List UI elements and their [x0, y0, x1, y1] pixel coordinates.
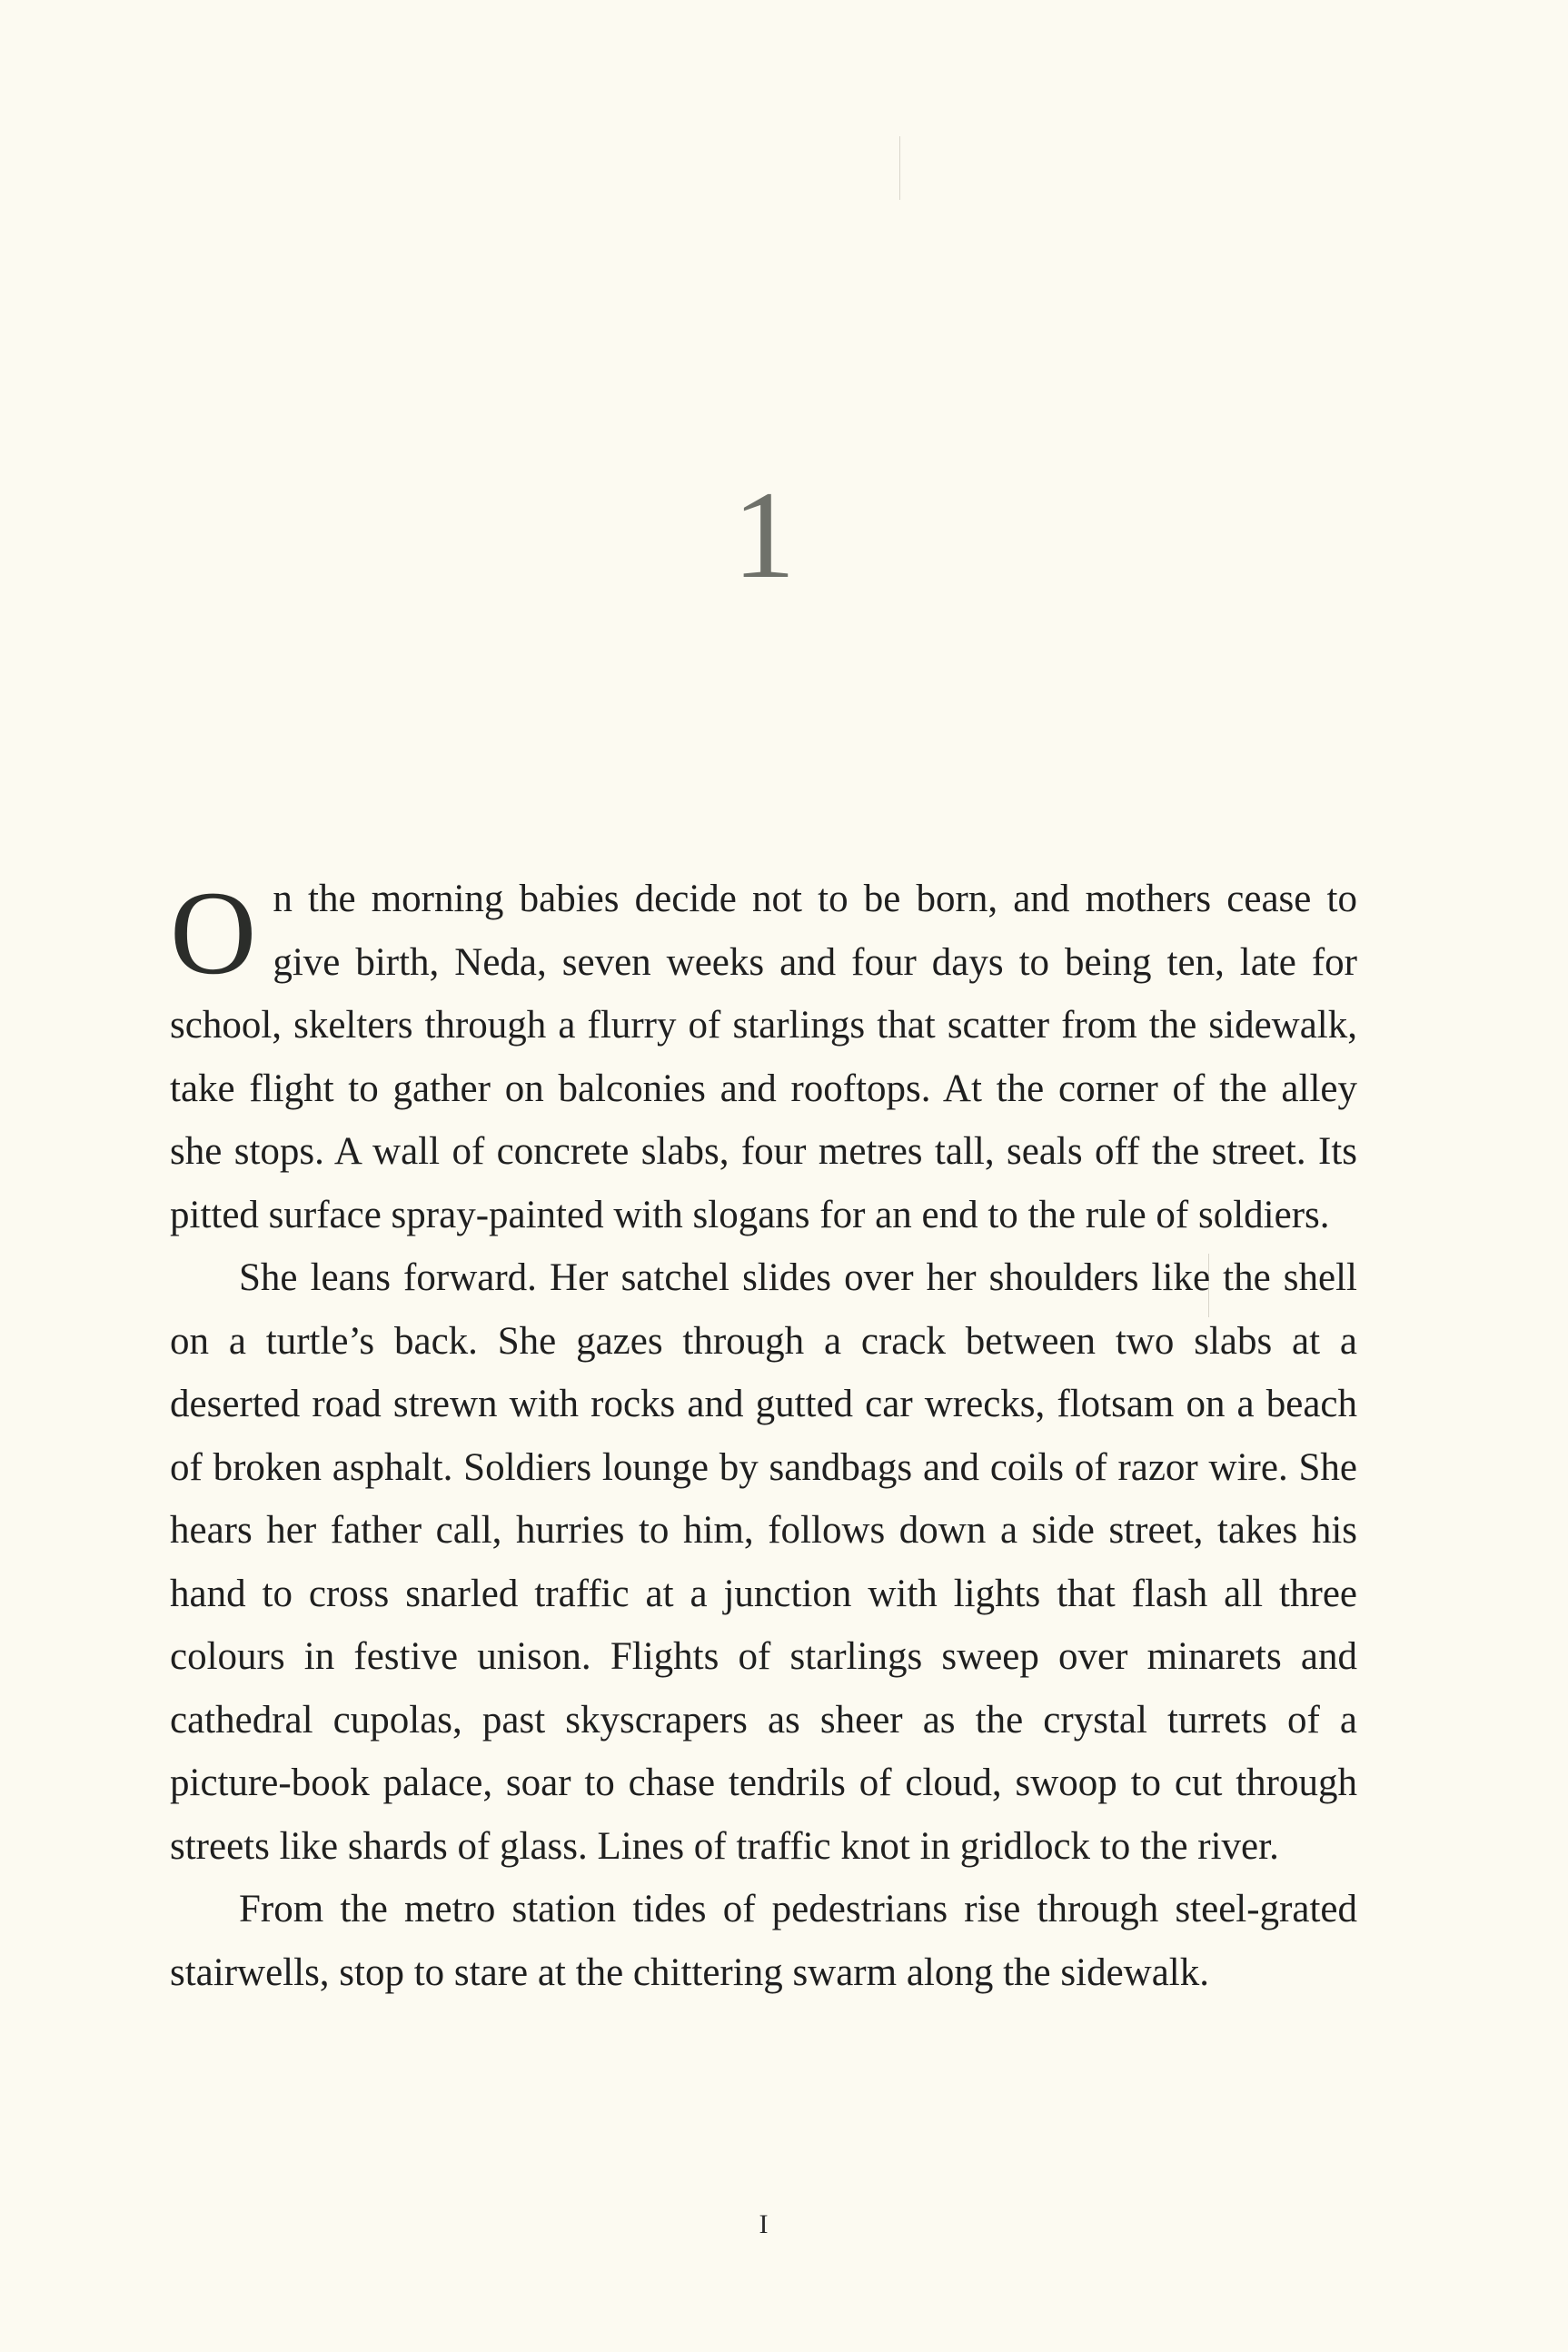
paragraph-text: n the morning babies decide not to be born, and mothers cease to give birth, Neda, seven weeks and four days to being ten, late for school, skelters through a flurry of starlings that scatter from the sidewalk, take flight to gather on balconies and rooftops. At the corner of the alley she stops. A wall of concrete slabs, four metres tall, seals off the street. Its pitted surface spray-painted with slogans for an end to the rule of soldiers. — [170, 878, 1357, 1236]
paragraph-text: From the metro station tides of pedestrians rise through steel-grated stairwells, stop to stare at the chittering swarm along the sidewalk. — [170, 1888, 1357, 1994]
drop-cap: O — [170, 866, 257, 999]
page-number: I — [759, 2209, 769, 2239]
chapter-number: 1 — [732, 465, 796, 604]
paragraph-text: She leans forward. Her satchel slides over her shoulders like the shell on a turtle’s back. She gazes through a crack between two slabs at a deserted road strewn with rocks and gutted car wrecks, flotsam on a beach of broken asphalt. Soldiers lounge by sandbags and coils of razor wire. She hears her father call, hurries to him, follows down a side street, takes his hand to cross snarled traffic at a junction with lights that flash all three colours in festive unison. Flights of starlings sweep over minarets and cathedral cupolas, past skyscrapers as sheer as the crystal turrets of a picture-book palace, soar to chase tendrils of cloud, swoop to cut through streets like shards of glass. Lines of traffic knot in gridlock to the river. — [170, 1256, 1357, 1868]
paragraph — [170, 1246, 1357, 1878]
paragraph-opening — [170, 868, 1357, 1246]
chapter-body — [170, 868, 1357, 2004]
scan-artifact-line — [899, 136, 900, 200]
paragraph — [170, 1878, 1357, 2004]
